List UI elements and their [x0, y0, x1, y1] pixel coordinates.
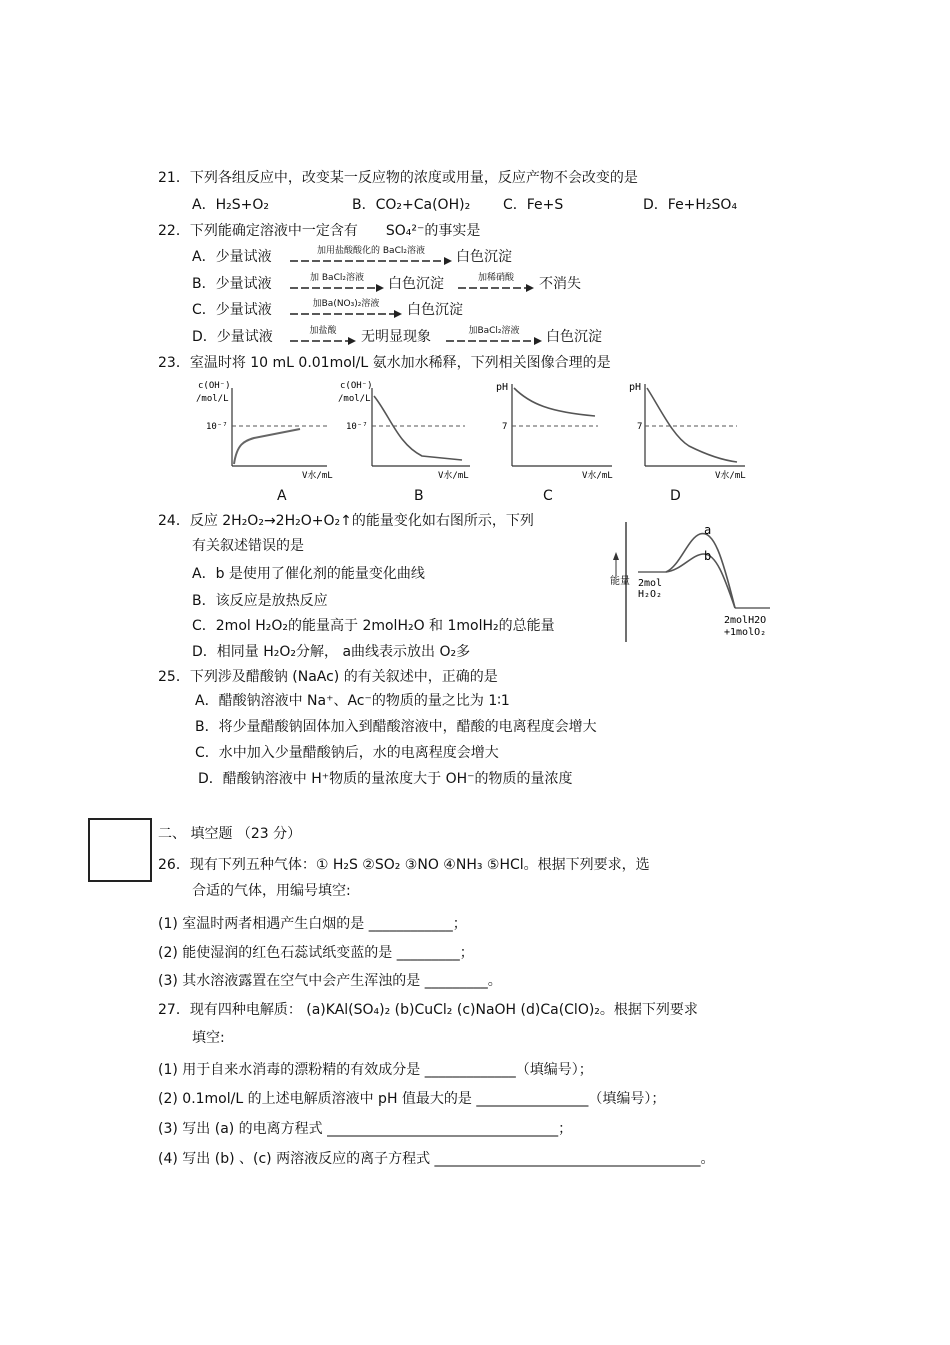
arrow-icon [290, 283, 384, 293]
start-label-2: H₂O₂ [638, 589, 663, 600]
curve [234, 429, 300, 464]
arrow-condition: 加Ba(NO₃)₂溶液 [312, 299, 380, 309]
q27-part1: (1) 用于自来水消毒的漂粉精的有效成分是 _____________（填编号）； [158, 1062, 593, 1078]
q26-stem-line1: 26．现有下列五种气体：① H₂S ②SO₂ ③NO ④NH₃ ⑤HCl。根据下列要求，选 [158, 857, 650, 873]
graph-ylabel: c(OH⁻) [198, 381, 231, 391]
q22-stem-post: 的事实是 [424, 223, 481, 239]
graph-ylabel: pH [629, 382, 642, 393]
reaction-arrow [290, 326, 356, 346]
q24-option-a: A．b 是使用了催化剂的能量变化曲线 [192, 566, 425, 582]
graph-c-letter: C [543, 488, 553, 504]
reaction-arrow [290, 273, 384, 293]
q22-stem [158, 222, 480, 240]
q22-d-mid: 无明显现象 [361, 329, 431, 345]
arrow-icon [458, 283, 534, 293]
q27-part4: (4) 写出 (b) 、(c) 两溶液反应的离子方程式 ______________________________________。 [158, 1151, 715, 1167]
arrow-icon [290, 336, 356, 346]
reference-label: 10⁻⁷ [346, 422, 368, 432]
q25-stem: 25．下列涉及醋酸钠 (NaAc) 的有关叙述中，正确的是 [158, 669, 498, 685]
graph-a-letter: A [277, 488, 287, 504]
arrow-icon [290, 309, 402, 319]
curve [374, 396, 462, 460]
graph-d-letter: D [670, 488, 681, 504]
reaction-arrow [290, 246, 452, 266]
q25-option-b: B．将少量醋酸钠固体加入到醋酸溶液中，醋酸的电离程度会增大 [195, 719, 597, 735]
curve-b-label: b [704, 549, 712, 563]
q21-option-d: D．Fe+H₂SO₄ [643, 197, 738, 213]
reaction-arrow [446, 326, 542, 346]
curve [647, 388, 737, 462]
graph-c [490, 374, 620, 486]
graph-xlabel: V水/mL [438, 471, 469, 481]
reference-label: 10⁻⁷ [206, 422, 228, 432]
q23-stem: 23．室温时将 10 mL 0.01mol/L 氨水加水稀释，下列相关图像合理的是 [158, 355, 611, 371]
graph-ylabel: pH [496, 382, 509, 393]
reference-label: 7 [637, 422, 643, 432]
arrow-condition: 加BaCl₂溶液 [468, 326, 520, 336]
q25-option-a: A．醋酸钠溶液中 Na⁺、Ac⁻的物质的量之比为 1∶1 [195, 693, 510, 709]
arrow-condition: 加稀硝酸 [477, 273, 514, 283]
curve-a-label: a [704, 523, 712, 537]
q22-a-result: 白色沉淀 [456, 249, 512, 265]
graph-a [192, 374, 342, 486]
q21-option-c: C．Fe+S [503, 197, 564, 213]
q26-part3: (3) 其水溶液露置在空气中会产生浑浊的是 _________。 [158, 973, 502, 989]
q21-option-b: B．CO₂+Ca(OH)₂ [352, 197, 471, 213]
section2-title: 二、 填空题 （23 分） [158, 826, 302, 842]
arrow-condition: 加盐酸 [309, 326, 337, 336]
q22-stem-pre: 22．下列能确定溶液中一定含有 [158, 223, 358, 239]
q22-option-d: D．少量试液 [192, 329, 273, 345]
q26-stem-line2: 合适的气体，用编号填空: [192, 883, 351, 899]
q26-part2: (2) 能使湿润的红色石蕊试纸变蓝的是 _________； [158, 945, 474, 961]
graph-b [330, 374, 480, 486]
q25-option-d: D．醋酸钠溶液中 H⁺物质的量浓度大于 OH⁻的物质的量浓度 [198, 771, 573, 787]
end-label-2: +1molO₂ [724, 627, 767, 638]
start-label-1: 2mol [638, 578, 663, 589]
q27-part3: (3) 写出 (a) 的电离方程式 _________________________________； [158, 1121, 573, 1137]
q21-option-a: A．H₂S+O₂ [192, 197, 269, 213]
q27-stem-line1: 27．现有四种电解质： (a)KAl(SO₄)₂ (b)CuCl₂ (c)NaOH (d)Ca(ClO)₂。根据下列要求 [158, 1002, 698, 1018]
q24-option-b: B．该反应是放热反应 [192, 593, 328, 609]
q22-option-b: B．少量试液 [192, 276, 272, 292]
q24-stem-line2: 有关叙述错误的是 [192, 538, 304, 554]
arrow-condition: 加 BaCl₂溶液 [310, 273, 364, 283]
q25-option-c: C．水中加入少量醋酸钠后，水的电离程度会增大 [195, 745, 499, 761]
q24-stem-line1: 24．反应 2H₂O₂→2H₂O+O₂↑的能量变化如右图所示，下列 [158, 513, 534, 529]
q22-option-c: C．少量试液 [192, 302, 272, 318]
q22-b-result: 不消失 [539, 276, 581, 292]
graph-ylabel-unit: /mol/L [338, 394, 371, 404]
arrow-condition: 加用盐酸酸化的 BaCl₂溶液 [317, 246, 425, 256]
curve-a [666, 534, 735, 608]
q22-stem-ion: SO₄²⁻ [385, 223, 425, 239]
graph-xlabel: V水/mL [582, 471, 613, 481]
q22-b-mid: 白色沉淀 [388, 276, 444, 292]
reaction-arrow [290, 299, 402, 319]
reference-label: 7 [502, 422, 508, 432]
q22-option-a: A．少量试液 [192, 249, 272, 265]
graph-xlabel: V水/mL [715, 471, 746, 481]
graph-ylabel-unit: /mol/L [196, 394, 229, 404]
graph-ylabel: c(OH⁻) [340, 381, 373, 391]
arrow-icon [290, 256, 452, 266]
graph-d [625, 374, 755, 486]
q27-stem-line2: 填空: [192, 1030, 225, 1046]
energy-axis-char-1: 能量 [610, 576, 630, 587]
q24-option-d: D．相同量 H₂O₂分解， a曲线表示放出 O₂多 [192, 644, 471, 660]
q27-part2: (2) 0.1mol/L 的上述电解质溶液中 pH 值最大的是 ________________（填编号）； [158, 1091, 666, 1107]
arrow-icon [446, 336, 542, 346]
q26-part1: (1) 室温时两者相遇产生白烟的是 ____________； [158, 916, 467, 932]
curve [514, 388, 595, 416]
q22-c-result: 白色沉淀 [407, 302, 463, 318]
graph-b-letter: B [414, 488, 424, 504]
q22-d-result: 白色沉淀 [546, 329, 602, 345]
reaction-arrow [458, 273, 534, 293]
q21-stem: 21．下列各组反应中，改变某一反应物的浓度或用量，反应产物不会改变的是 [158, 170, 638, 186]
graph-xlabel: V水/mL [302, 471, 333, 481]
end-label-1: 2molH2O [724, 615, 767, 626]
q24-option-c: C．2mol H₂O₂的能量高于 2molH₂O 和 1molH₂的总能量 [192, 618, 555, 634]
energy-diagram [600, 516, 780, 646]
score-box [88, 818, 152, 882]
